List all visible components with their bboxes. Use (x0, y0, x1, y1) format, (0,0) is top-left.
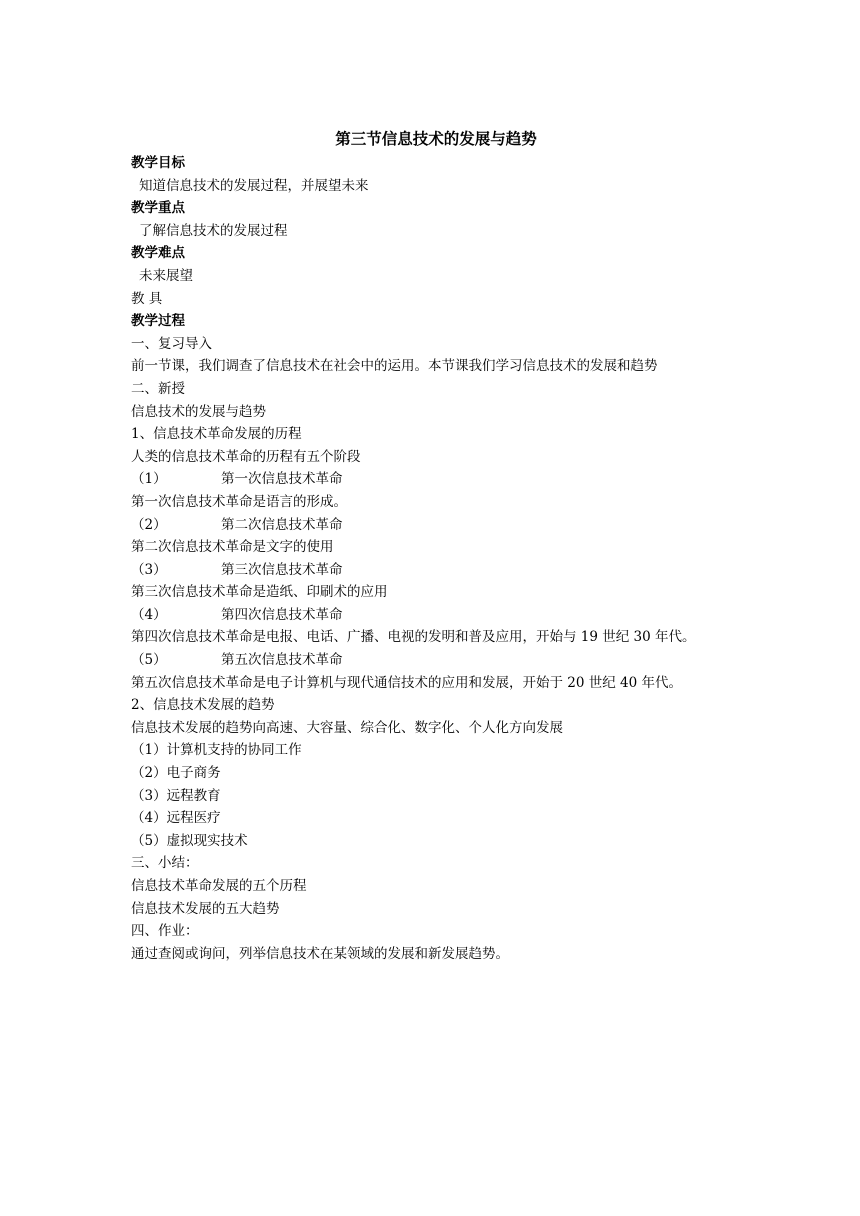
document-title: 第三节信息技术的发展与趋势 (335, 130, 537, 148)
revolution-row (131, 514, 741, 537)
homework-heading: 四、作业： (131, 923, 199, 940)
key-text: 了解信息技术的发展过程 (139, 222, 288, 239)
revolution-row (131, 468, 741, 491)
sub1-intro: 人类的信息技术革命的历程有五个阶段 (131, 448, 361, 465)
review-text: 前一节课，我们调查了信息技术在社会中的运用。本节课我们学习信息技术的发展和趋势 (131, 358, 658, 375)
process-heading: 教学过程 (131, 313, 185, 330)
revolution-number: （3） (131, 561, 167, 578)
new-heading: 二、新授 (131, 380, 185, 397)
goal-text: 知道信息技术的发展过程，并展望未来 (139, 177, 369, 194)
revolution-row (131, 559, 741, 582)
summary-line: 信息技术发展的五大趋势 (131, 900, 280, 917)
sub2-heading: 2、信息技术发展的趋势 (131, 697, 275, 714)
difficulty-heading: 教学难点 (131, 245, 185, 262)
trend-item: （4）远程医疗 (131, 810, 221, 827)
key-heading: 教学重点 (131, 200, 185, 217)
trend-item: （5）虚拟现实技术 (131, 832, 248, 849)
tools-label: 教 具 (131, 290, 163, 307)
revolution-name: 第五次信息技术革命 (221, 652, 343, 669)
goal-heading: 教学目标 (131, 155, 185, 171)
revolution-name: 第一次信息技术革命 (221, 471, 343, 488)
revolution-number: （5） (131, 652, 167, 669)
revolution-desc: 第三次信息技术革命是造纸、印刷术的应用 (131, 584, 388, 601)
revolution-desc: 第四次信息技术革命是电报、电话、广播、电视的发明和普及应用，开始与 19 世纪 30 年代。 (131, 629, 696, 646)
revolution-name: 第二次信息技术革命 (221, 516, 343, 533)
trend-item: （1）计算机支持的协同工作 (131, 742, 302, 759)
trend-item: （3）远程教育 (131, 787, 221, 804)
new-topic: 信息技术的发展与趋势 (131, 403, 266, 420)
review-heading: 一、复习导入 (131, 335, 212, 352)
document-page (131, 126, 741, 965)
revolution-number: （1） (131, 471, 167, 488)
homework-text: 通过查阅或询问，列举信息技术在某领域的发展和新发展趋势。 (131, 945, 509, 962)
revolution-desc: 第五次信息技术革命是电子计算机与现代通信技术的应用和发展，开始于 20 世纪 40 年代。 (131, 674, 683, 691)
revolution-number: （2） (131, 516, 167, 533)
trend-item: （2）电子商务 (131, 765, 221, 782)
summary-heading: 三、小结： (131, 855, 199, 872)
revolution-name: 第三次信息技术革命 (221, 561, 343, 578)
revolution-name: 第四次信息技术革命 (221, 606, 343, 623)
sub1-heading: 1、信息技术革命发展的历程 (131, 426, 302, 443)
revolution-row (131, 649, 741, 672)
difficulty-text: 未来展望 (139, 267, 193, 284)
revolution-row (131, 604, 741, 627)
sub2-intro: 信息技术发展的趋势向高速、大容量、综合化、数字化、个人化方向发展 (131, 719, 563, 736)
revolution-desc: 第一次信息技术革命是语言的形成。 (131, 493, 347, 510)
revolution-desc: 第二次信息技术革命是文字的使用 (131, 539, 334, 556)
summary-line: 信息技术革命发展的五个历程 (131, 878, 307, 894)
revolution-number: （4） (131, 606, 167, 623)
